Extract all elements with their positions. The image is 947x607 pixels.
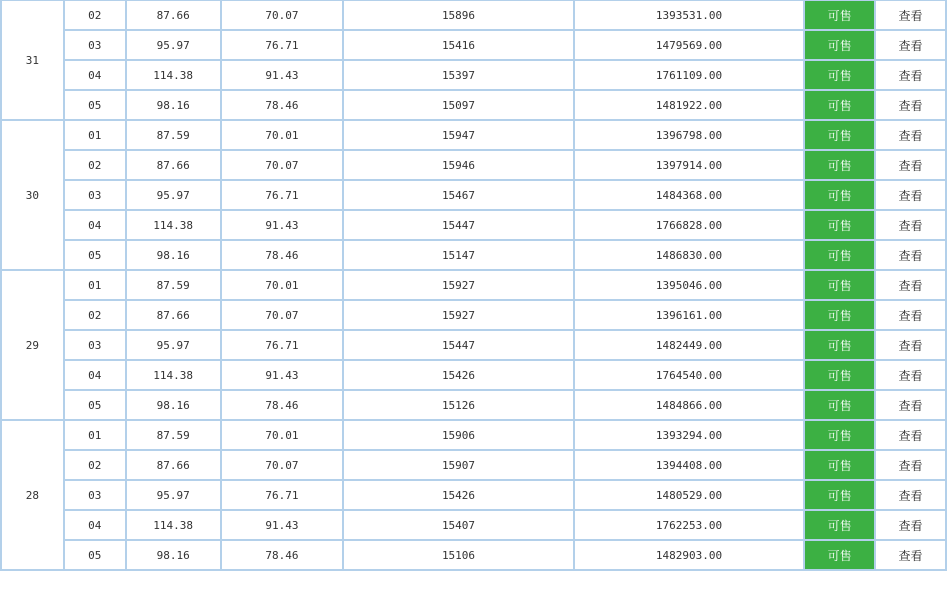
unit-price-cell: 15447	[343, 330, 573, 360]
table-row	[1, 300, 946, 330]
view-button[interactable]: 查看	[875, 510, 946, 540]
table-row	[1, 330, 946, 360]
unit-number-cell: 05	[64, 240, 126, 270]
area-cell: 87.59	[126, 270, 221, 300]
total-price-cell: 1764540.00	[574, 360, 805, 390]
area-cell: 95.97	[126, 330, 221, 360]
unit-price-cell: 15126	[343, 390, 573, 420]
inner-area-cell: 76.71	[221, 30, 344, 60]
status-badge[interactable]: 可售	[804, 300, 875, 330]
view-button[interactable]: 查看	[875, 540, 946, 570]
area-cell: 87.66	[126, 150, 221, 180]
area-cell: 114.38	[126, 210, 221, 240]
area-cell: 87.66	[126, 0, 221, 30]
inner-area-cell: 91.43	[221, 60, 344, 90]
unit-number-cell: 04	[64, 60, 126, 90]
unit-number-cell: 03	[64, 480, 126, 510]
unit-price-cell: 15416	[343, 30, 573, 60]
unit-price-cell: 15467	[343, 180, 573, 210]
floor-cell: 29	[1, 270, 64, 420]
area-cell: 87.66	[126, 450, 221, 480]
table-row	[1, 270, 946, 300]
status-badge[interactable]: 可售	[804, 150, 875, 180]
table-row	[1, 150, 946, 180]
unit-number-cell: 01	[64, 120, 126, 150]
status-badge[interactable]: 可售	[804, 120, 875, 150]
status-badge[interactable]: 可售	[804, 330, 875, 360]
status-badge[interactable]: 可售	[804, 540, 875, 570]
unit-price-cell: 15946	[343, 150, 573, 180]
inner-area-cell: 76.71	[221, 180, 344, 210]
inner-area-cell: 70.07	[221, 0, 344, 30]
view-button[interactable]: 查看	[875, 210, 946, 240]
inner-area-cell: 70.01	[221, 120, 344, 150]
unit-number-cell: 02	[64, 150, 126, 180]
table-row	[1, 0, 946, 30]
table-row	[1, 540, 946, 570]
status-badge[interactable]: 可售	[804, 0, 875, 30]
area-cell: 95.97	[126, 180, 221, 210]
total-price-cell: 1393531.00	[574, 0, 805, 30]
total-price-cell: 1396161.00	[574, 300, 805, 330]
unit-number-cell: 05	[64, 540, 126, 570]
table-row	[1, 90, 946, 120]
unit-number-cell: 01	[64, 420, 126, 450]
status-badge[interactable]: 可售	[804, 510, 875, 540]
area-cell: 114.38	[126, 60, 221, 90]
area-cell: 87.59	[126, 420, 221, 450]
unit-number-cell: 04	[64, 510, 126, 540]
area-cell: 114.38	[126, 510, 221, 540]
inner-area-cell: 78.46	[221, 240, 344, 270]
table-row	[1, 480, 946, 510]
view-button[interactable]: 查看	[875, 420, 946, 450]
unit-price-cell: 15097	[343, 90, 573, 120]
view-button[interactable]: 查看	[875, 0, 946, 30]
area-cell: 95.97	[126, 30, 221, 60]
floor-cell: 31	[1, 0, 64, 120]
unit-price-cell: 15896	[343, 0, 573, 30]
total-price-cell: 1479569.00	[574, 30, 805, 60]
area-cell: 98.16	[126, 240, 221, 270]
total-price-cell: 1484866.00	[574, 390, 805, 420]
unit-number-cell: 03	[64, 30, 126, 60]
view-button[interactable]: 查看	[875, 480, 946, 510]
unit-price-cell: 15947	[343, 120, 573, 150]
area-cell: 95.97	[126, 480, 221, 510]
unit-price-cell: 15407	[343, 510, 573, 540]
total-price-cell: 1762253.00	[574, 510, 805, 540]
status-badge[interactable]: 可售	[804, 480, 875, 510]
unit-number-cell: 02	[64, 300, 126, 330]
inner-area-cell: 91.43	[221, 510, 344, 540]
unit-price-cell: 15397	[343, 60, 573, 90]
total-price-cell: 1480529.00	[574, 480, 805, 510]
view-button[interactable]: 查看	[875, 270, 946, 300]
inner-area-cell: 78.46	[221, 540, 344, 570]
view-button[interactable]: 查看	[875, 300, 946, 330]
table-row	[1, 60, 946, 90]
total-price-cell: 1486830.00	[574, 240, 805, 270]
table-row	[1, 240, 946, 270]
units-table-body	[1, 0, 946, 570]
inner-area-cell: 91.43	[221, 210, 344, 240]
inner-area-cell: 70.01	[221, 270, 344, 300]
inner-area-cell: 76.71	[221, 330, 344, 360]
view-button[interactable]: 查看	[875, 180, 946, 210]
table-row	[1, 30, 946, 60]
status-badge[interactable]: 可售	[804, 30, 875, 60]
unit-price-cell: 15906	[343, 420, 573, 450]
table-row	[1, 390, 946, 420]
status-badge[interactable]: 可售	[804, 360, 875, 390]
inner-area-cell: 78.46	[221, 90, 344, 120]
view-button[interactable]: 查看	[875, 120, 946, 150]
status-badge[interactable]: 可售	[804, 180, 875, 210]
status-badge[interactable]: 可售	[804, 60, 875, 90]
total-price-cell: 1761109.00	[574, 60, 805, 90]
total-price-cell: 1395046.00	[574, 270, 805, 300]
total-price-cell: 1484368.00	[574, 180, 805, 210]
unit-price-cell: 15426	[343, 360, 573, 390]
view-button[interactable]: 查看	[875, 30, 946, 60]
unit-number-cell: 03	[64, 330, 126, 360]
total-price-cell: 1397914.00	[574, 150, 805, 180]
floor-cell: 28	[1, 420, 64, 570]
inner-area-cell: 70.01	[221, 420, 344, 450]
area-cell: 98.16	[126, 540, 221, 570]
unit-price-cell: 15426	[343, 480, 573, 510]
total-price-cell: 1481922.00	[574, 90, 805, 120]
unit-price-cell: 15927	[343, 270, 573, 300]
table-row	[1, 510, 946, 540]
inner-area-cell: 76.71	[221, 480, 344, 510]
inner-area-cell: 78.46	[221, 390, 344, 420]
unit-price-cell: 15927	[343, 300, 573, 330]
unit-number-cell: 04	[64, 210, 126, 240]
area-cell: 114.38	[126, 360, 221, 390]
unit-number-cell: 01	[64, 270, 126, 300]
total-price-cell: 1482903.00	[574, 540, 805, 570]
table-row	[1, 210, 946, 240]
unit-number-cell: 05	[64, 90, 126, 120]
inner-area-cell: 91.43	[221, 360, 344, 390]
unit-number-cell: 05	[64, 390, 126, 420]
total-price-cell: 1396798.00	[574, 120, 805, 150]
view-button[interactable]: 查看	[875, 240, 946, 270]
unit-price-cell: 15447	[343, 210, 573, 240]
inner-area-cell: 70.07	[221, 300, 344, 330]
area-cell: 98.16	[126, 90, 221, 120]
area-cell: 87.59	[126, 120, 221, 150]
table-row	[1, 360, 946, 390]
total-price-cell: 1394408.00	[574, 450, 805, 480]
status-badge[interactable]: 可售	[804, 420, 875, 450]
view-button[interactable]: 查看	[875, 360, 946, 390]
view-button[interactable]: 查看	[875, 390, 946, 420]
total-price-cell: 1393294.00	[574, 420, 805, 450]
view-button[interactable]: 查看	[875, 90, 946, 120]
table-row	[1, 420, 946, 450]
status-badge[interactable]: 可售	[804, 390, 875, 420]
unit-number-cell: 02	[64, 450, 126, 480]
status-badge[interactable]: 可售	[804, 210, 875, 240]
status-badge[interactable]: 可售	[804, 450, 875, 480]
area-cell: 87.66	[126, 300, 221, 330]
unit-number-cell: 04	[64, 360, 126, 390]
unit-number-cell: 02	[64, 0, 126, 30]
view-button[interactable]: 查看	[875, 150, 946, 180]
unit-price-cell: 15147	[343, 240, 573, 270]
inner-area-cell: 70.07	[221, 450, 344, 480]
unit-price-cell: 15907	[343, 450, 573, 480]
table-row	[1, 120, 946, 150]
area-cell: 98.16	[126, 390, 221, 420]
status-badge[interactable]: 可售	[804, 240, 875, 270]
view-button[interactable]: 查看	[875, 330, 946, 360]
unit-number-cell: 03	[64, 180, 126, 210]
status-badge[interactable]: 可售	[804, 90, 875, 120]
view-button[interactable]: 查看	[875, 60, 946, 90]
status-badge[interactable]: 可售	[804, 270, 875, 300]
view-button[interactable]: 查看	[875, 450, 946, 480]
total-price-cell: 1482449.00	[574, 330, 805, 360]
total-price-cell: 1766828.00	[574, 210, 805, 240]
table-row	[1, 450, 946, 480]
unit-price-cell: 15106	[343, 540, 573, 570]
floor-cell: 30	[1, 120, 64, 270]
inner-area-cell: 70.07	[221, 150, 344, 180]
table-row	[1, 180, 946, 210]
